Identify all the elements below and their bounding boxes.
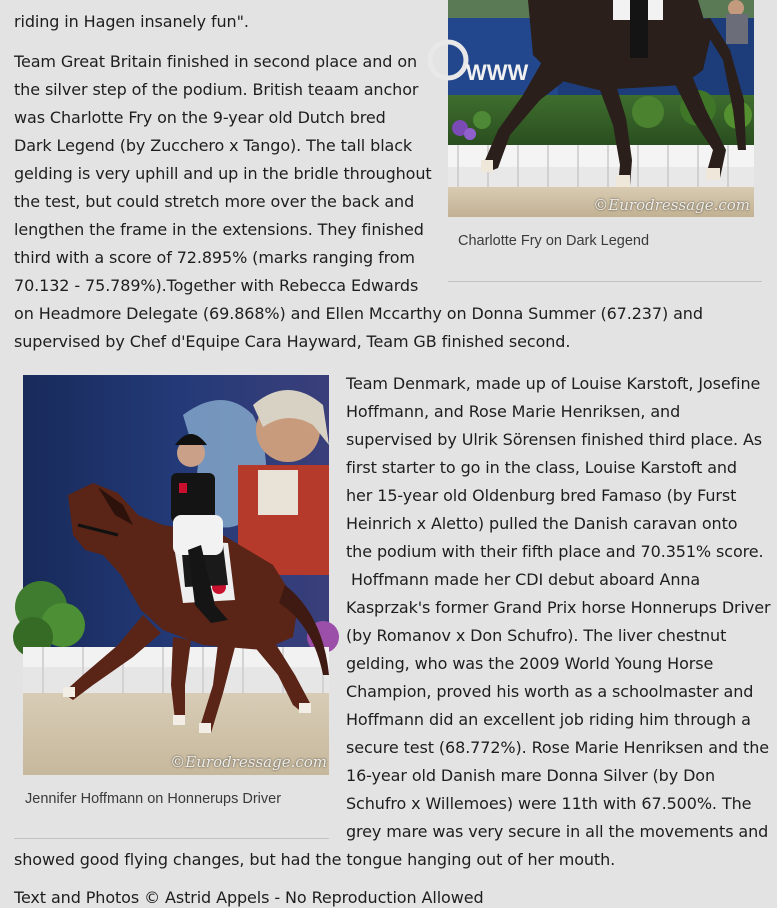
paragraph-line: Dark Legend (by Zucchero x Tango). The tall black: [14, 136, 413, 155]
banner-text: WWW: [466, 60, 529, 85]
paragraph-line: first starter to go in the class, Louise Karstoft and: [346, 458, 737, 477]
paragraph-line: supervised by Chef d'Equipe Cara Hayward, Team GB finished second.: [14, 332, 571, 351]
paragraph-line: was Charlotte Fry on the 9-year old Dutch bred: [14, 108, 386, 127]
paragraph-line: lengthen the frame in the extensions. They finished: [14, 220, 424, 239]
paragraph-line: Team Great Britain finished in second place and on: [14, 52, 418, 71]
paragraph-line: the silver step of the podium. British teaam anchor: [14, 80, 419, 99]
photo-jennifer-hoffmann: [23, 375, 329, 775]
paragraph-line: supervised by Ulrik Sörensen finished third place. As: [346, 430, 763, 449]
footer-credit: Text and Photos © Astrid Appels - No Reproduction Allowed: [14, 888, 484, 907]
paragraph-line: Hoffmann did an excellent job riding him through a: [346, 710, 751, 729]
paragraph-line: Hoffmann made her CDI debut aboard Anna: [346, 570, 701, 589]
paragraph-line: secure test (68.772%). Rose Marie Henriksen and the: [346, 738, 770, 757]
photo-caption: Charlotte Fry on Dark Legend: [458, 233, 650, 249]
paragraph-line: her 15-year old Oldenburg bred Famaso (by Furst: [346, 486, 737, 505]
paragraph-line: 16-year old Danish mare Donna Silver (by Don: [346, 766, 716, 785]
paragraph-line: Hoffmann, and Rose Marie Henriksen, and: [346, 402, 681, 421]
paragraph-line: the test, but could stretch more over the back and: [14, 192, 415, 211]
paragraph-line: on Headmore Delegate (69.868%) and Ellen Mccarthy on Donna Summer (67.237) and: [14, 304, 703, 323]
paragraph-line: Heinrich x Aletto) pulled the Danish caravan onto: [346, 514, 738, 533]
paragraph-line: gelding, who was the 2009 World Young Horse: [346, 654, 714, 673]
text-line-clipped: [14, 0, 344, 4]
caption-divider: [14, 838, 329, 839]
paragraph-line: third with a score of 72.895% (marks ranging from: [14, 248, 415, 267]
paragraph-line: Champion, proved his worth as a schoolmaster and: [346, 682, 754, 701]
paragraph-line: Team Denmark, made up of Louise Karstoft, Josefine: [346, 374, 761, 393]
paragraph-line: showed good flying changes, but had the tongue hanging out of her mouth.: [14, 850, 616, 869]
paragraph-line: grey mare was very secure in all the movements and: [346, 822, 769, 841]
paragraph-line: the podium with their fifth place and 70.351% score.: [346, 542, 764, 561]
photo-caption: Jennifer Hoffmann on Honnerups Driver: [25, 791, 282, 807]
paragraph-line: 70.132 - 75.789%).Together with Rebecca Edwards: [14, 276, 419, 295]
paragraph-line: Kasprzak's former Grand Prix horse Honnerups Driver: [346, 598, 771, 617]
paragraph-line: gelding is very uphill and up in the bridle throughout: [14, 164, 432, 183]
photo-charlotte-fry: [448, 0, 754, 217]
paragraph-line: Schufro x Willemoes) were 11th with 67.500%. The: [346, 794, 752, 813]
caption-divider: [448, 281, 762, 282]
paragraph-line: (by Romanov x Don Schufro). The liver chestnut: [346, 626, 727, 645]
photo-watermark: ©Eurodressage.com: [593, 196, 750, 214]
photo-watermark: ©Eurodressage.com: [170, 753, 327, 771]
paragraph-gb-opening-fragment: riding in Hagen insanely fun".: [14, 12, 249, 31]
